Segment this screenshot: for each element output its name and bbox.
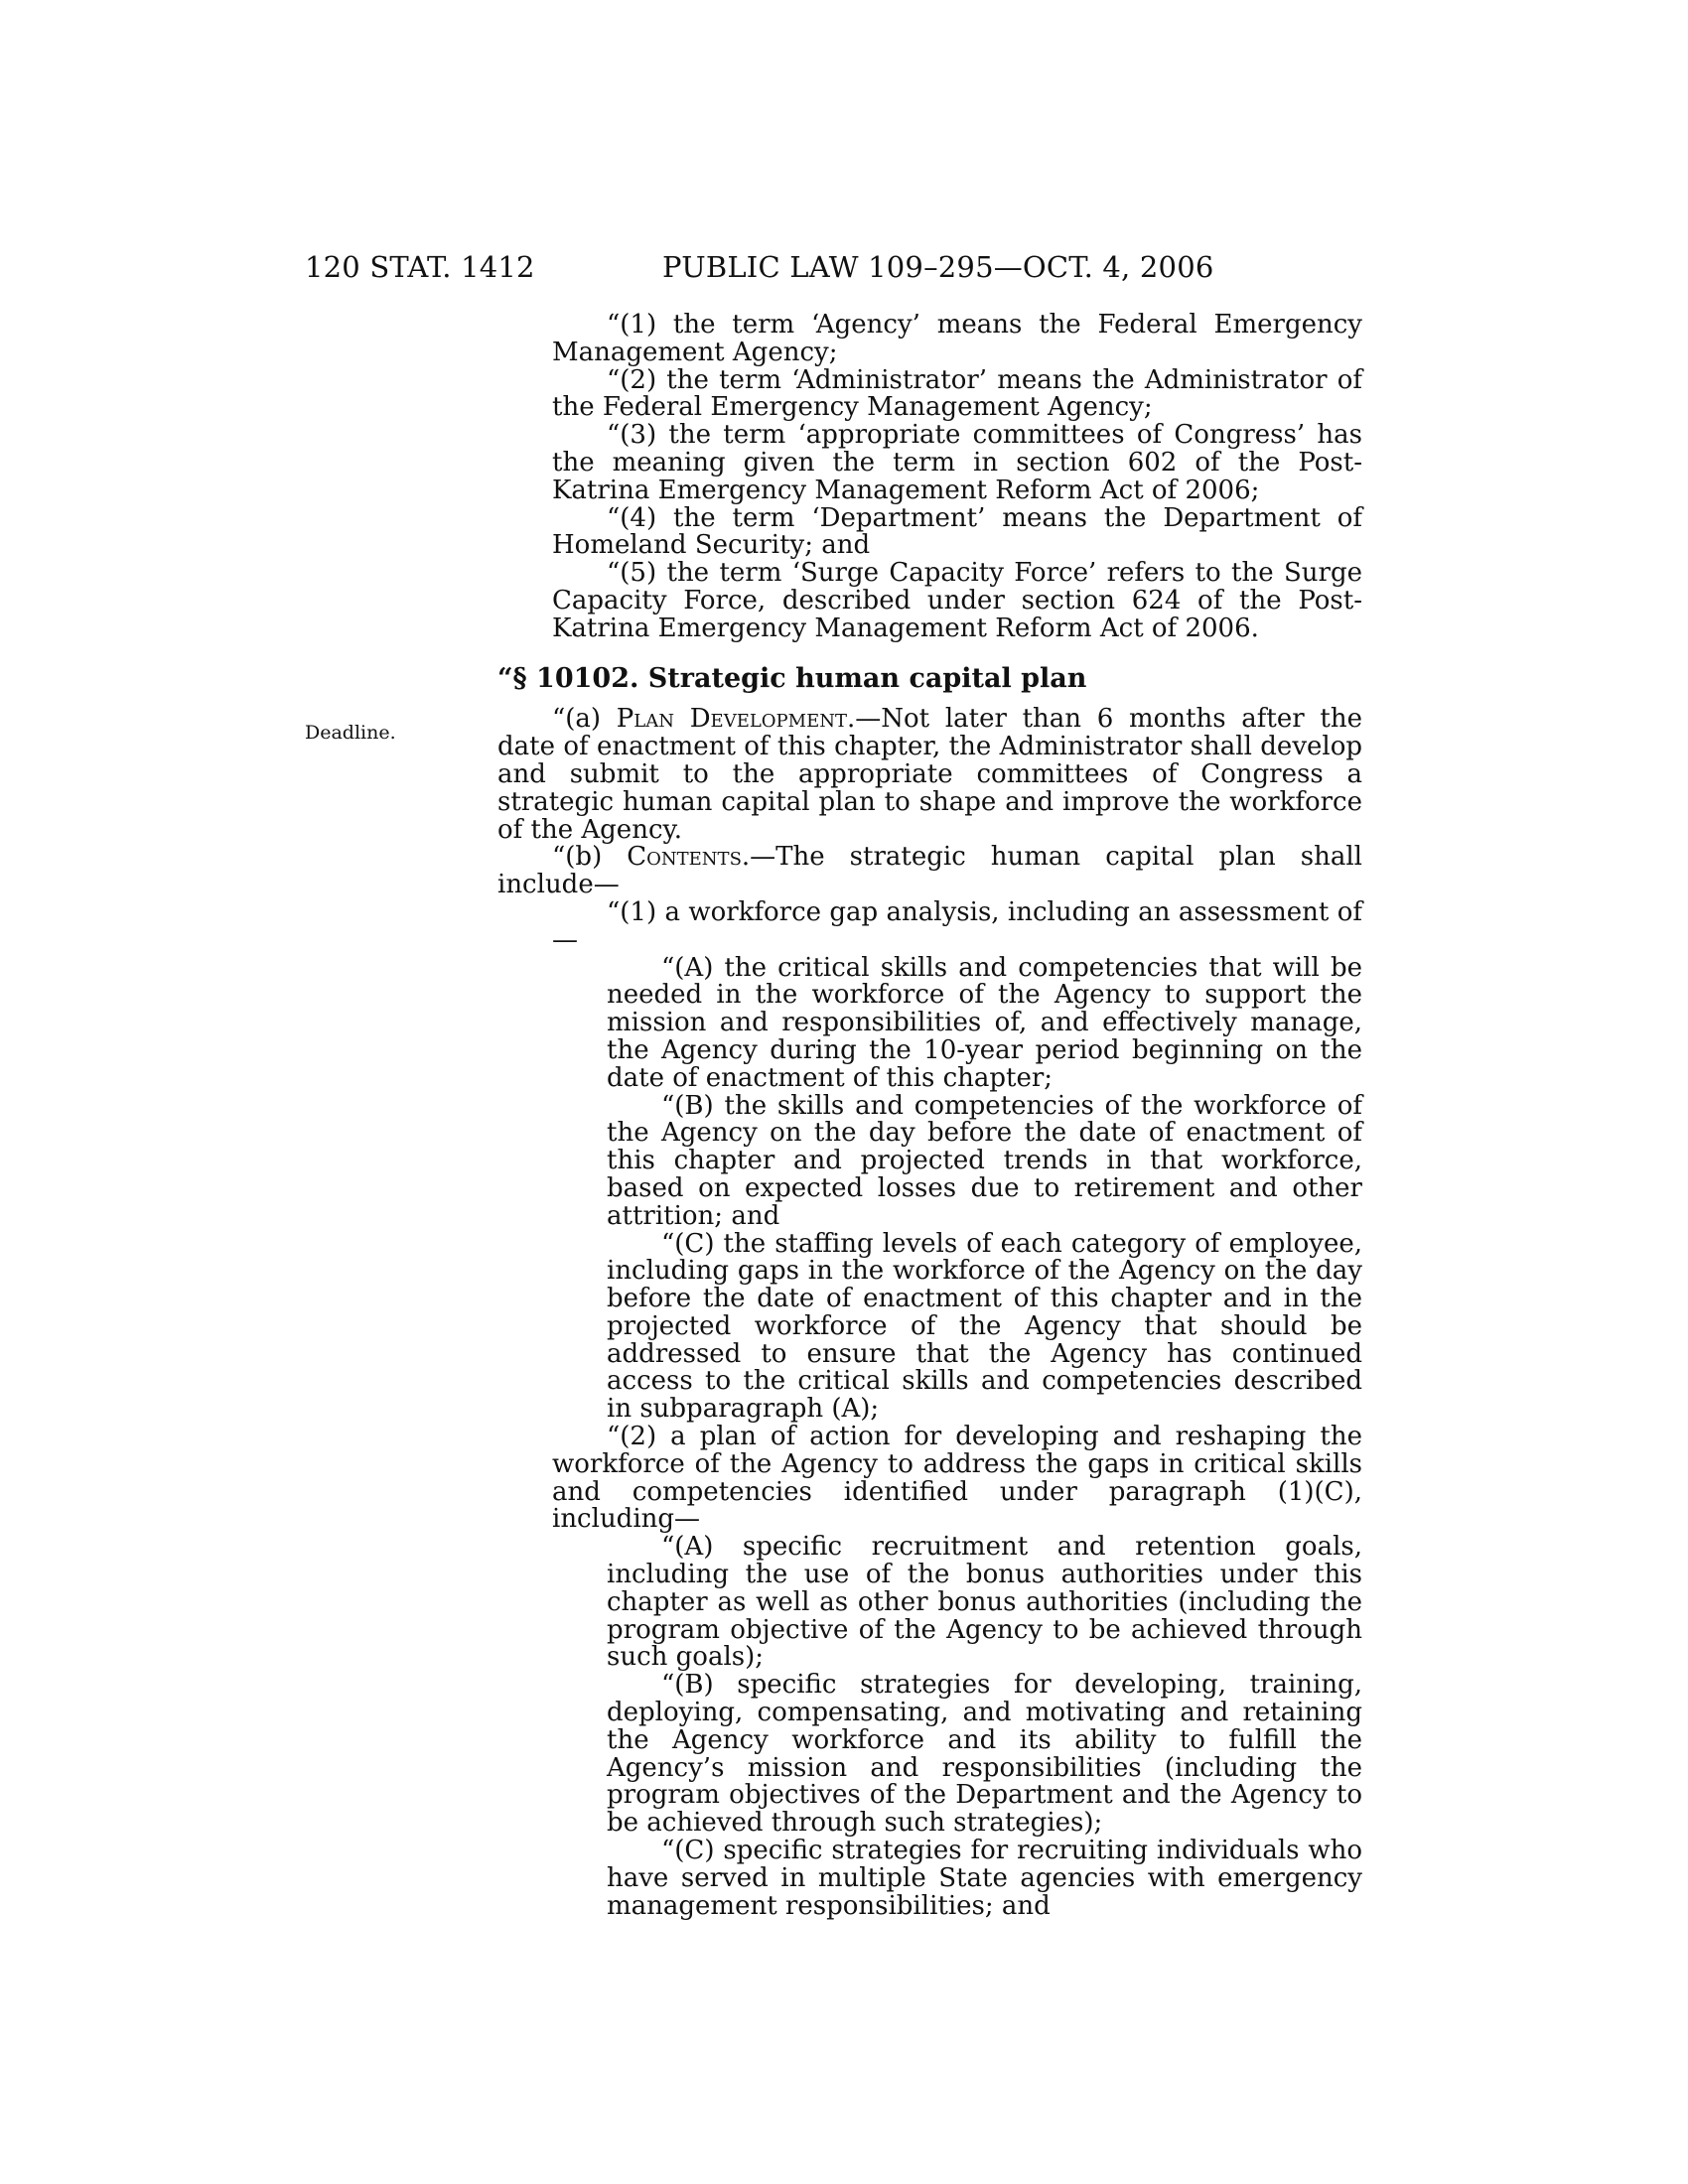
paragraph-2: “(2) a plan of action for developing and reshaping the workforce of the Agency to address the gaps in critical skills and competencies identified under paragraph (1)(C), including—	[552, 1422, 1362, 1535]
paragraph-2-item-b: “(B) specific strategies for developing, training, deploying, compensating, and motivating and retaining the Agency workforce and its ability to fulfill the Agency’s mission and responsibilities (including the program objectives of the Department and the Agency to be achieved through such strategies);	[607, 1670, 1362, 1839]
paragraph-2-item-a: “(A) specific recruitment and retention goals, including the use of the bonus authorities under this chapter as well as other bonus authorities (including the program objective of the Agency to be achieved through such goals);	[607, 1532, 1362, 1673]
subsection-b-caption: Contents	[627, 842, 742, 873]
running-header: PUBLIC LAW 109–295—OCT. 4, 2006	[662, 250, 1214, 284]
paragraph-2-item-c: “(C) specific strategies for recruiting individuals who have served in multiple State agencies with emergency management responsibilities; and	[607, 1836, 1362, 1921]
subsection-a-caption: Plan Development	[616, 704, 847, 735]
paragraph-1-item-b: “(B) the skills and competencies of the workforce of the Agency on the day before the date of enactment of this chapter and projected trends in that workforce, based on expected losses due to retirement and other attrition; and	[607, 1090, 1362, 1231]
margin-note: Deadline.	[305, 722, 396, 744]
subsection-a-body: .—Not later than 6 months after the date of enactment of this chapter, the Administrator shall develop and submit to the appropriate committees of Congress a strategic human capital plan to shape and improve the workforce of the Agency.	[497, 704, 1362, 845]
section-heading: “§ 10102. Strategic human capital plan	[497, 662, 1087, 694]
subsection-a-prefix: “(a)	[552, 704, 617, 735]
page-stat-number: 120 STAT. 1412	[305, 250, 535, 284]
definition-1: “(1) the term ‘Agency’ means the Federal Emergency Management Agency;	[552, 310, 1362, 367]
subsection-b-body: .—The strategic human capital plan shall include—	[497, 842, 1362, 900]
paragraph-1: “(1) a workforce gap analysis, including an assessment of—	[552, 896, 1362, 955]
subsection-b-prefix: “(b)	[552, 842, 628, 873]
subsection-b	[497, 844, 1362, 899]
document-body	[497, 312, 1362, 1920]
definition-4: “(4) the term ‘Department’ means the Department of Homeland Security; and	[552, 502, 1362, 561]
definition-2: “(2) the term ‘Administrator’ means the Administrator of the Federal Emergency Management Agency;	[552, 364, 1362, 423]
definition-3: “(3) the term ‘appropriate committees of Congress’ has the meaning given the term in section 602 of the Post-Katrina Emergency Management Reform Act of 2006;	[552, 420, 1362, 505]
definition-5: “(5) the term ‘Surge Capacity Force’ refers to the Surge Capacity Force, described under section 624 of the Post-Katrina Emergency Management Reform Act of 2006.	[552, 558, 1362, 643]
subsection-a	[497, 706, 1362, 844]
paragraph-1-item-c: “(C) the staffing levels of each category of employee, including gaps in the workforce of the Agency on the day before the date of enactment of this chapter and in the projected workforce of the Agency that should be addressed to ensure that the Agency has continued access to the critical skills and competencies described in subparagraph (A);	[607, 1228, 1362, 1425]
paragraph-1-item-a: “(A) the critical skills and competencies that will be needed in the workforce of the Agency to support the mission and responsibilities of, and effectively manage, the Agency during the 10-year period beginning on the date of enactment of this chapter;	[607, 952, 1362, 1093]
